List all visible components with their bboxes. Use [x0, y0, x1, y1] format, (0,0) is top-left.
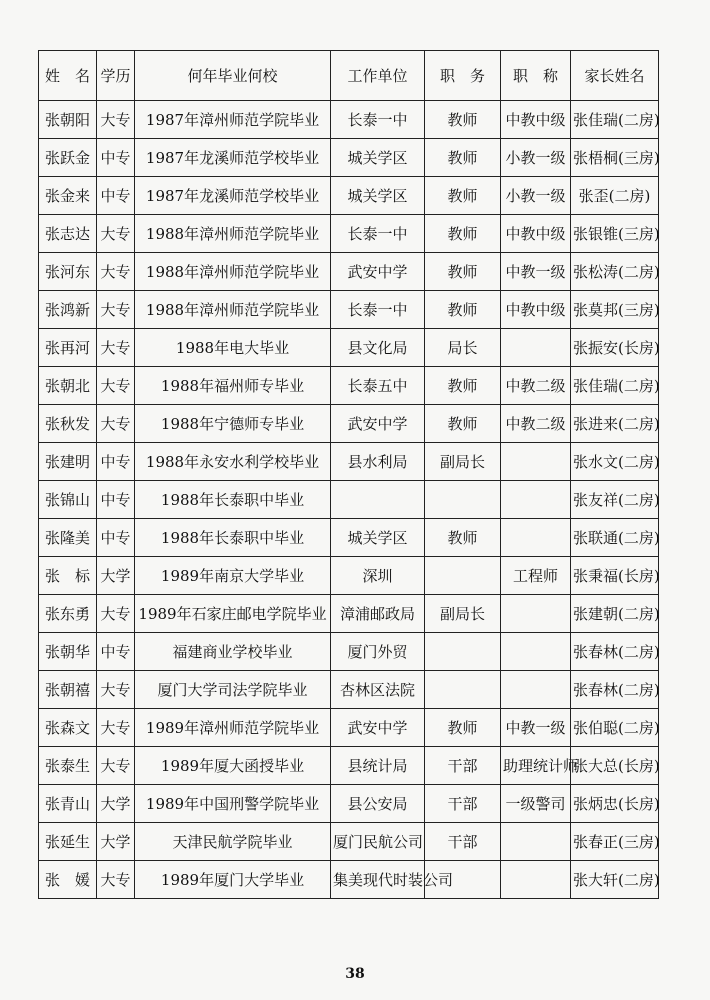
cell-graduation: 1989年石家庄邮电学院毕业 [135, 595, 331, 633]
cell-name: 张隆美 [39, 519, 97, 557]
cell-position: 教师 [425, 253, 501, 291]
cell-parent: 张联通(二房) [571, 519, 659, 557]
cell-name: 张河东 [39, 253, 97, 291]
cell-parent: 张水文(二房) [571, 443, 659, 481]
table-row [39, 519, 659, 557]
cell-name: 张泰生 [39, 747, 97, 785]
cell-parent: 张莫邦(三房) [571, 291, 659, 329]
cell-title [501, 329, 571, 367]
cell-position: 教师 [425, 177, 501, 215]
cell-education: 大专 [97, 861, 135, 899]
cell-graduation: 1988年漳州师范学院毕业 [135, 253, 331, 291]
cell-parent: 张进来(二房) [571, 405, 659, 443]
cell-parent: 张秉福(长房) [571, 557, 659, 595]
cell-name: 张朝华 [39, 633, 97, 671]
cell-parent: 张大总(长房) [571, 747, 659, 785]
cell-position: 教师 [425, 405, 501, 443]
table-row [39, 671, 659, 709]
cell-graduation: 1988年漳州师范学院毕业 [135, 215, 331, 253]
cell-graduation: 1989年厦门大学毕业 [135, 861, 331, 899]
cell-name: 张 标 [39, 557, 97, 595]
cell-name: 张延生 [39, 823, 97, 861]
cell-graduation: 天津民航学院毕业 [135, 823, 331, 861]
cell-parent: 张友祥(二房) [571, 481, 659, 519]
table-row [39, 481, 659, 519]
cell-title: 小教一级 [501, 139, 571, 177]
cell-name: 张志达 [39, 215, 97, 253]
cell-education: 大专 [97, 291, 135, 329]
cell-position: 教师 [425, 291, 501, 329]
column-header-parent: 家长姓名 [571, 51, 659, 101]
cell-graduation: 1989年漳州师范学院毕业 [135, 709, 331, 747]
cell-work-unit [331, 481, 425, 519]
cell-title [501, 633, 571, 671]
column-header-position: 职 务 [425, 51, 501, 101]
cell-position: 教师 [425, 101, 501, 139]
cell-name: 张再河 [39, 329, 97, 367]
cell-education: 大专 [97, 329, 135, 367]
column-header-name: 姓 名 [39, 51, 97, 101]
table-row [39, 139, 659, 177]
graduate-roster-table [38, 50, 659, 899]
cell-work-unit: 长泰五中 [331, 367, 425, 405]
table-row [39, 633, 659, 671]
table-row [39, 443, 659, 481]
column-header-education: 学历 [97, 51, 135, 101]
cell-education: 大专 [97, 101, 135, 139]
cell-graduation: 1989年南京大学毕业 [135, 557, 331, 595]
cell-education: 大专 [97, 405, 135, 443]
cell-education: 大学 [97, 823, 135, 861]
cell-parent: 张银锥(三房) [571, 215, 659, 253]
cell-position [425, 633, 501, 671]
cell-position: 教师 [425, 709, 501, 747]
cell-work-unit: 武安中学 [331, 709, 425, 747]
cell-parent: 张春林(二房) [571, 671, 659, 709]
cell-title: 助理统计师 [501, 747, 571, 785]
cell-work-unit: 长泰一中 [331, 101, 425, 139]
cell-graduation: 厦门大学司法学院毕业 [135, 671, 331, 709]
cell-education: 中专 [97, 633, 135, 671]
table-row [39, 367, 659, 405]
page-number: 38 [345, 966, 365, 982]
cell-name: 张森文 [39, 709, 97, 747]
cell-work-unit: 深圳 [331, 557, 425, 595]
cell-position: 干部 [425, 747, 501, 785]
cell-name: 张 媛 [39, 861, 97, 899]
cell-position: 教师 [425, 519, 501, 557]
cell-title: 小教一级 [501, 177, 571, 215]
cell-graduation: 1988年电大毕业 [135, 329, 331, 367]
table-body [39, 101, 659, 899]
cell-education: 大专 [97, 253, 135, 291]
cell-parent: 张炳忠(长房) [571, 785, 659, 823]
cell-work-unit: 漳浦邮政局 [331, 595, 425, 633]
cell-parent: 张佳瑞(二房) [571, 101, 659, 139]
cell-title: 一级警司 [501, 785, 571, 823]
cell-education: 中专 [97, 177, 135, 215]
cell-graduation: 1988年福州师专毕业 [135, 367, 331, 405]
cell-education: 中专 [97, 519, 135, 557]
cell-work-unit: 县公安局 [331, 785, 425, 823]
cell-graduation: 1988年永安水利学校毕业 [135, 443, 331, 481]
cell-parent: 张建朝(二房) [571, 595, 659, 633]
cell-work-unit: 厦门外贸 [331, 633, 425, 671]
cell-graduation: 1988年漳州师范学院毕业 [135, 291, 331, 329]
cell-graduation: 1988年宁德师专毕业 [135, 405, 331, 443]
table-row [39, 557, 659, 595]
table-row [39, 785, 659, 823]
table-row [39, 823, 659, 861]
cell-work-unit: 城关学区 [331, 519, 425, 557]
cell-title: 工程师 [501, 557, 571, 595]
cell-name: 张跃金 [39, 139, 97, 177]
cell-education: 中专 [97, 139, 135, 177]
cell-title [501, 823, 571, 861]
cell-position: 局长 [425, 329, 501, 367]
cell-title: 中教二级 [501, 405, 571, 443]
column-header-work-unit: 工作单位 [331, 51, 425, 101]
table-row [39, 215, 659, 253]
cell-name: 张朝阳 [39, 101, 97, 139]
table-row [39, 101, 659, 139]
cell-work-unit: 长泰一中 [331, 291, 425, 329]
cell-name: 张青山 [39, 785, 97, 823]
cell-education: 大专 [97, 215, 135, 253]
cell-parent: 张春正(三房) [571, 823, 659, 861]
table-row [39, 747, 659, 785]
cell-name: 张建明 [39, 443, 97, 481]
cell-position: 干部 [425, 785, 501, 823]
cell-position: 教师 [425, 139, 501, 177]
cell-graduation: 福建商业学校毕业 [135, 633, 331, 671]
cell-graduation: 1988年长泰职中毕业 [135, 481, 331, 519]
table-row [39, 329, 659, 367]
cell-parent: 张振安(长房) [571, 329, 659, 367]
cell-title [501, 519, 571, 557]
cell-work-unit: 城关学区 [331, 139, 425, 177]
cell-education: 大专 [97, 709, 135, 747]
cell-work-unit: 杏林区法院 [331, 671, 425, 709]
table-row [39, 861, 659, 899]
cell-position [425, 481, 501, 519]
cell-title: 中教二级 [501, 367, 571, 405]
cell-education: 中专 [97, 481, 135, 519]
table-header-row [39, 51, 659, 101]
cell-education: 大学 [97, 557, 135, 595]
cell-work-unit: 县文化局 [331, 329, 425, 367]
cell-education: 大专 [97, 595, 135, 633]
cell-position: 副局长 [425, 443, 501, 481]
cell-graduation: 1988年长泰职中毕业 [135, 519, 331, 557]
cell-education: 大专 [97, 367, 135, 405]
cell-title: 中教中级 [501, 291, 571, 329]
cell-position: 教师 [425, 367, 501, 405]
cell-parent: 张大轩(二房) [571, 861, 659, 899]
cell-work-unit: 集美现代时装公司 [331, 861, 425, 899]
cell-title: 中教一级 [501, 709, 571, 747]
table-row [39, 595, 659, 633]
cell-title [501, 481, 571, 519]
cell-graduation: 1987年漳州师范学院毕业 [135, 101, 331, 139]
cell-name: 张锦山 [39, 481, 97, 519]
cell-education: 中专 [97, 443, 135, 481]
cell-name: 张鸿新 [39, 291, 97, 329]
cell-position: 教师 [425, 215, 501, 253]
cell-name: 张秋发 [39, 405, 97, 443]
cell-parent: 张佳瑞(二房) [571, 367, 659, 405]
cell-education: 大学 [97, 785, 135, 823]
cell-graduation: 1987年龙溪师范学校毕业 [135, 139, 331, 177]
cell-education: 大专 [97, 671, 135, 709]
cell-parent: 张春林(二房) [571, 633, 659, 671]
cell-title: 中教中级 [501, 215, 571, 253]
cell-work-unit: 武安中学 [331, 405, 425, 443]
cell-parent: 张梧桐(三房) [571, 139, 659, 177]
table-row [39, 709, 659, 747]
cell-title: 中教中级 [501, 101, 571, 139]
cell-title: 中教一级 [501, 253, 571, 291]
cell-graduation: 1989年厦大函授毕业 [135, 747, 331, 785]
cell-name: 张金来 [39, 177, 97, 215]
table-row [39, 177, 659, 215]
cell-work-unit: 县水利局 [331, 443, 425, 481]
cell-title [501, 671, 571, 709]
cell-work-unit: 厦门民航公司 [331, 823, 425, 861]
column-header-graduation: 何年毕业何校 [135, 51, 331, 101]
cell-position [425, 557, 501, 595]
cell-position [425, 671, 501, 709]
cell-name: 张朝禧 [39, 671, 97, 709]
cell-graduation: 1987年龙溪师范学校毕业 [135, 177, 331, 215]
cell-title [501, 443, 571, 481]
cell-name: 张朝北 [39, 367, 97, 405]
cell-title [501, 595, 571, 633]
cell-name: 张东勇 [39, 595, 97, 633]
table-row [39, 253, 659, 291]
cell-title [501, 861, 571, 899]
cell-parent: 张歪(二房) [571, 177, 659, 215]
cell-parent: 张伯聪(二房) [571, 709, 659, 747]
cell-education: 大专 [97, 747, 135, 785]
cell-work-unit: 城关学区 [331, 177, 425, 215]
cell-graduation: 1989年中国刑警学院毕业 [135, 785, 331, 823]
cell-work-unit: 武安中学 [331, 253, 425, 291]
cell-parent: 张松涛(二房) [571, 253, 659, 291]
cell-work-unit: 长泰一中 [331, 215, 425, 253]
table-row [39, 291, 659, 329]
table-row [39, 405, 659, 443]
cell-position: 干部 [425, 823, 501, 861]
cell-work-unit: 县统计局 [331, 747, 425, 785]
cell-position: 副局长 [425, 595, 501, 633]
column-header-title: 职 称 [501, 51, 571, 101]
